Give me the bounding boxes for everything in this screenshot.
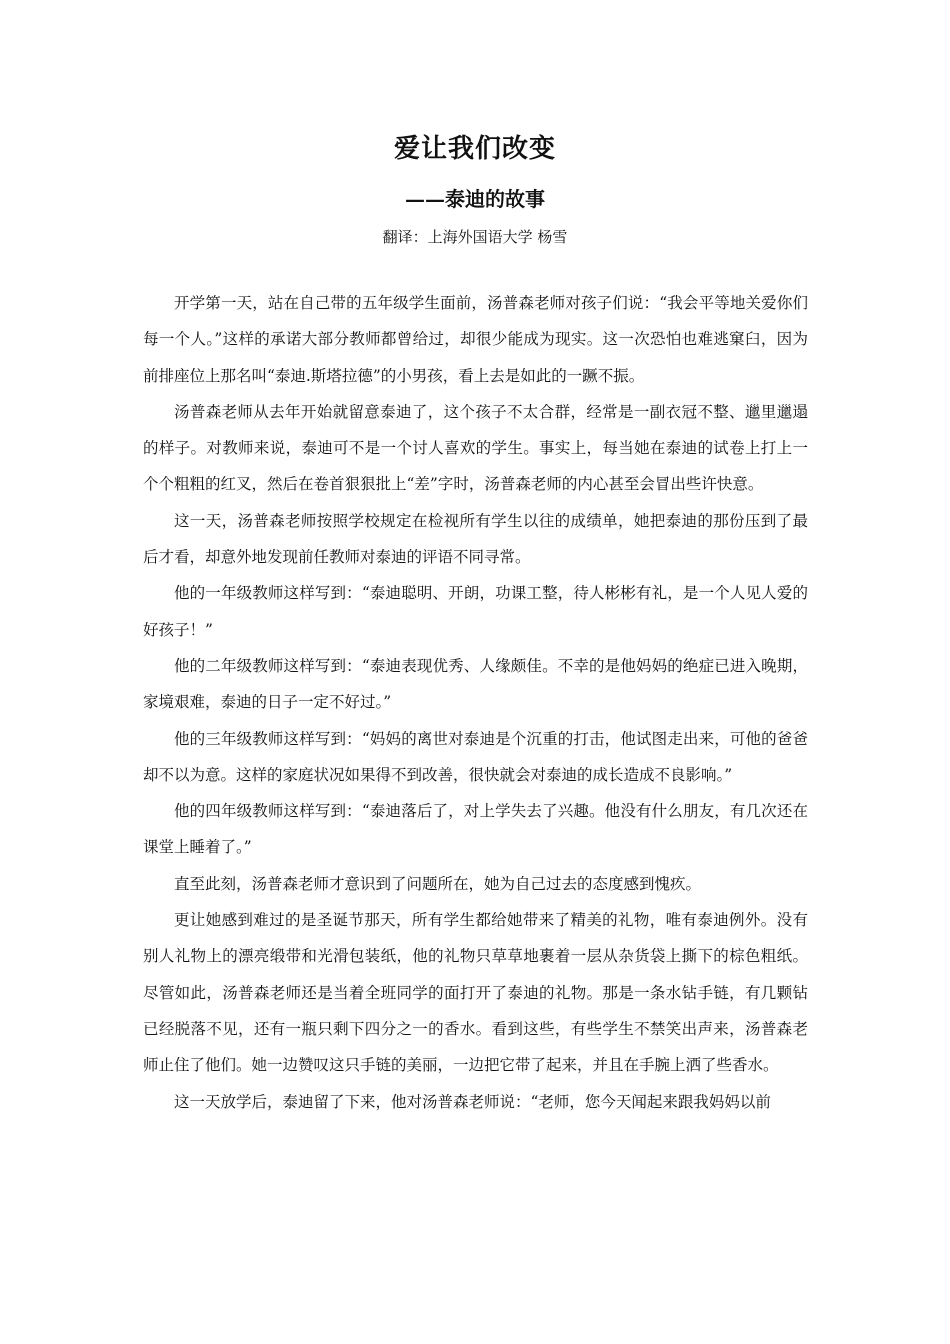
paragraph: 他的二年级教师这样写到：“泰迪表现优秀、人缘颇佳。不幸的是他妈妈的绝症已进入晚期，家境艰难，泰迪的日子一定不好过。” <box>143 656 808 712</box>
paragraph: 这一天，汤普森老师按照学校规定在检视所有学生以往的成绩单，她把泰迪的那份压到了最后才看，却意外地发现前任教师对泰迪的评语不同寻常。 <box>143 511 808 567</box>
paragraph: 他的三年级教师这样写到：“妈妈的离世对泰迪是个沉重的打击，他试图走出来，可他的爸爸却不以为意。这样的家庭状况如果得不到改善，很快就会对泰迪的成长造成不良影响。” <box>143 729 808 784</box>
paragraph: 开学第一天，站在自己带的五年级学生面前，汤普森老师对孩子们说：“我会平等地关爱你们每一个人。”这样的承诺大部分教师都曾给过，却很少能成为现实。这一次恐怕也难逃窠臼，因为前排座位上那名叫“泰迪.斯塔拉德”的小男孩，看上去是如此的一蹶不振。 <box>143 294 808 385</box>
translator-credit: 翻译：上海外国语大学 杨雪 <box>382 228 568 246</box>
paragraph: 他的四年级教师这样写到：“泰迪落后了，对上学失去了兴趣。他没有什么朋友，有几次还在课堂上睡着了。” <box>143 802 808 857</box>
document-title: 爱让我们改变 <box>393 134 556 164</box>
document-subtitle: ——泰迪的故事 <box>405 187 545 211</box>
paragraph: 更让她感到难过的是圣诞节那天，所有学生都给她带来了精美的礼物，唯有泰迪例外。没有别人礼物上的漂亮缎带和光滑包装纸，他的礼物只草草地裹着一层从杂货袋上撕下的棕色粗纸。尽管如此，汤普森老师还是当着全班同学的面打开了泰迪的礼物。那是一条水钻手链，有几颗钻已经脱落不见，还有一瓶只剩下四分之一的香水。看到这些，有些学生不禁笑出声来，汤普森老师止住了他们。她一边赞叹这只手链的美丽，一边把它带了起来，并且在手腕上洒了些香水。 <box>143 911 808 1075</box>
paragraph: 直至此刻，汤普森老师才意识到了问题所在，她为自己过去的态度感到愧疚。 <box>174 874 702 893</box>
paragraph: 这一天放学后，泰迪留了下来，他对汤普森老师说：“老师，您今天闻起来跟我妈妈以前 <box>174 1092 771 1111</box>
paragraph: 汤普森老师从去年开始就留意泰迪了，这个孩子不太合群，经常是一副衣冠不整、邋里邋遢的样子。对教师来说，泰迪可不是一个讨人喜欢的学生。事实上，每当她在泰迪的试卷上打上一个个粗粗的红叉，然后在卷首狠狠批上“差”字时，汤普森老师的内心甚至会冒出些许快意。 <box>143 402 808 494</box>
paragraph: 他的一年级教师这样写到：“泰迪聪明、开朗，功课工整，待人彬彬有礼，是一个人见人爱的好孩子！” <box>143 584 808 639</box>
article-body <box>143 285 808 1120</box>
